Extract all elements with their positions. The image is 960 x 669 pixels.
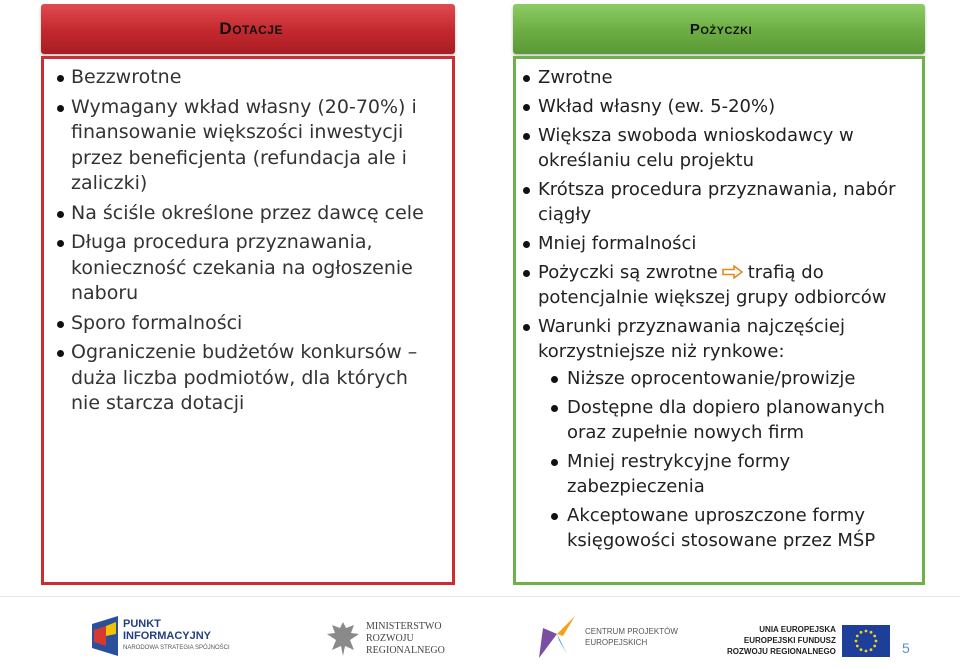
bullet-icon <box>57 240 64 247</box>
list-item-text: Niższe oprocentowanie/prowizje <box>567 368 856 389</box>
list-item <box>523 260 915 310</box>
conditions-sublist <box>548 366 915 553</box>
bullet-icon <box>523 133 530 140</box>
list-item-text: Dostępne dla dopiero planowanych oraz zupełnie nowych firm <box>567 397 885 443</box>
logo4-line1: UNIA EUROPEJSKA <box>759 625 836 634</box>
logo2-line2: ROZWOJU <box>366 633 414 644</box>
list-item-text: Większa swoboda wnioskodawcy w określaniu celu projektu <box>538 125 854 171</box>
bullet-icon <box>523 324 530 331</box>
footer-divider <box>0 596 960 597</box>
ministerstwo-text <box>366 621 445 657</box>
bullet-icon <box>551 513 558 520</box>
centrum-projektow-logo <box>537 614 678 660</box>
pozyczki-title <box>690 21 752 38</box>
list-item-text: Ograniczenie budżetów konkursów – duża liczba podmiotów, dla których nie starcza dotacji <box>71 341 418 414</box>
bullet-icon <box>523 104 530 111</box>
bullet-icon <box>57 211 64 218</box>
list-item <box>523 177 915 227</box>
list-item-text: Zwrotne <box>538 67 613 88</box>
bullet-icon <box>57 321 64 328</box>
list-item <box>523 65 915 90</box>
dotacje-title <box>219 19 283 39</box>
bullet-icon <box>551 459 558 466</box>
list-item <box>523 314 915 553</box>
list-item-text: Na ściśle określone przez dawcę cele <box>71 201 424 224</box>
bullet-icon <box>57 350 64 357</box>
bullet-icon <box>523 187 530 194</box>
list-item-text: Warunki przyznawania najczęściej korzystniejsze niż rynkowe: <box>538 316 845 362</box>
list-item-text: trafią do potencjalnie większej grupy odbiorców <box>538 262 887 308</box>
logo4-line3: ROZWOJU REGIONALNEGO <box>727 647 836 656</box>
pozyczki-title-initial: P <box>689 20 701 38</box>
list-item <box>57 311 442 337</box>
list-item <box>57 201 442 227</box>
arrow-right-icon <box>722 265 744 279</box>
bullet-icon <box>523 75 530 82</box>
list-item-text: Akceptowane uproszczone formy księgowości stosowane przez MŚP <box>567 505 876 551</box>
list-item-text: Pożyczki są zwrotne <box>538 262 718 283</box>
centrum-star-emblem-icon <box>537 614 577 660</box>
bullet-icon <box>523 241 530 248</box>
list-item <box>523 231 915 256</box>
logo1-line1: PUNKT <box>123 618 161 630</box>
dotacje-title-initial: D <box>219 19 233 38</box>
pozyczki-title-rest: ożyczki <box>700 20 753 38</box>
logo3-line1: CENTRUM PROJEKTÓW <box>585 627 678 636</box>
list-item <box>57 230 442 307</box>
sub-list-item <box>548 503 915 553</box>
pozyczki-header <box>513 4 925 54</box>
list-item-text: Długa procedura przyznawania, konieczność czekania na ogłoszenie naboru <box>71 231 413 304</box>
sub-list-item <box>548 395 915 445</box>
list-item-text: Bezzwrotne <box>71 66 182 88</box>
eu-flag-icon <box>842 625 890 657</box>
logo4-line2: EUROPEJSKI FUNDUSZ <box>743 636 836 645</box>
unia-europejska-logo <box>727 624 890 657</box>
punkt-informacyjny-emblem-icon <box>92 616 118 656</box>
list-item-text: Mniej formalności <box>538 233 697 254</box>
unia-europejska-text <box>727 624 836 657</box>
dotacje-header <box>41 4 455 54</box>
list-item-text: Krótsza procedura przyznawania, nabór ciągły <box>538 179 896 225</box>
punkt-informacyjny-text <box>123 618 230 654</box>
list-item-text: Sporo formalności <box>71 311 243 334</box>
list-item <box>57 65 442 91</box>
pozyczki-list <box>523 65 915 557</box>
list-item-text: Wkład własny (ew. 5-20%) <box>538 96 776 117</box>
list-item-text: Mniej restrykcyjne formy zabezpieczenia <box>567 451 791 497</box>
page-number: 5 <box>902 640 910 656</box>
centrum-projektow-text <box>585 626 678 648</box>
dotacje-title-rest: otacje <box>232 19 283 38</box>
bullet-icon <box>551 405 558 412</box>
bullet-icon <box>57 105 64 112</box>
list-item <box>57 95 442 197</box>
logo3-line2: EUROPEJSKICH <box>585 638 648 647</box>
punkt-informacyjny-logo <box>92 616 230 656</box>
sub-list-item <box>548 366 915 391</box>
logo2-line1: MINISTERSTWO <box>366 621 442 632</box>
list-item-text: Wymagany wkład własny (20-70%) i finansowanie większości inwestycji przez beneficjenta (refundacja ale i zaliczki) <box>71 95 417 194</box>
list-item <box>523 94 915 119</box>
logo1-line3: NARODOWA STRATEGIA SPÓJNOŚCI <box>123 645 230 651</box>
bullet-icon <box>57 75 64 82</box>
bullet-icon <box>523 270 530 277</box>
ministerstwo-logo <box>326 620 445 658</box>
list-item <box>523 123 915 173</box>
eagle-emblem-icon <box>326 620 360 658</box>
logo1-line2: INFORMACYJNY <box>123 630 212 642</box>
dotacje-list <box>57 65 442 421</box>
logo2-line3: REGIONALNEGO <box>366 645 445 656</box>
list-item <box>57 340 442 417</box>
sub-list-item <box>548 449 915 499</box>
bullet-icon <box>551 376 558 383</box>
